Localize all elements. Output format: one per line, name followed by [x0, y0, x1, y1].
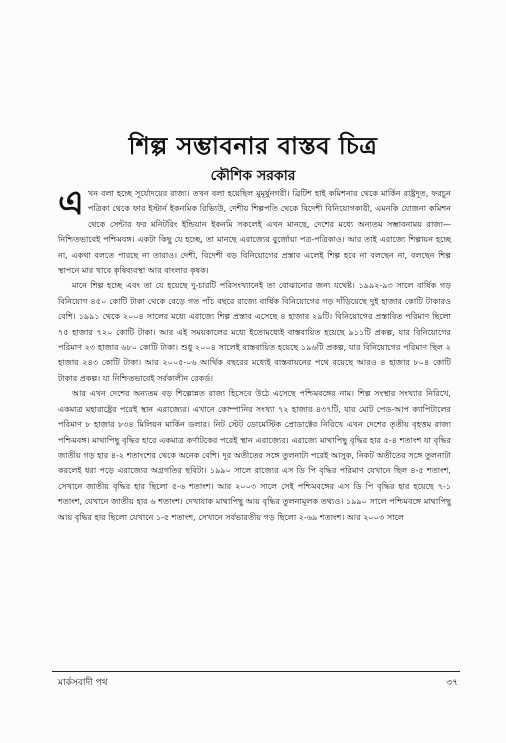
article-paragraph — [58, 183, 451, 278]
page-number: ৩৭ — [446, 678, 458, 688]
journal-name: মার্কসবাদী পথ — [58, 678, 108, 688]
paragraph-text: খন বলা হচ্ছে সূর্যোদয়ের রাজ্য। তখন বলা হয়েছিল মুমূর্ষুনগরী। ব্রিটিশ হাই কমিশনার থেকে মার্কিন রাষ্ট্রদূত, ফরচুন পত্রিকা থেকে ফার ইস্টার্ন ইকনমিক রিভ্যিউ, দেশীয় শিল্পপতি থেকে বিদেশী বিনিয়োগকারী, এমনকি যোজনা কমিশন থেকে সেন্টার ফর মনিটরিং ইন্ডিয়ান ইকনমি সকলেই এখন মানছে, দেশের মধ্যে অন্যতম সম্ভাবনাময় রাজ্য—নিশ্চিতভাবেই পশ্চিমবঙ্গ। একটা কিছু যে হচ্ছে, তা মানছে এরাজ্যের বুর্জোয়া পত্র-পত্রিকাও। আর তাই এরাজ্যে শিল্পায়ন হচ্ছে না, একথা বলতে পারছে না তারাও। দেশী, বিদেশী বড় বিনিয়োগের প্রস্তাব এলেই শিল্প হবে না বলছেন না, বলছেন শিল্প স্থাপনে মার খাবে কৃষিব্যবস্থা আর বাংলার কৃষক। — [58, 188, 451, 276]
article-paragraph: মানে শিল্প হচ্ছে এবং তা যে হয়েছে দু-চারটি পরিসংখ্যানেই তা বোঝানোর জন্য যথেষ্ট। ১৯৯২-৯৩ সালে বার্ষিক গড় বিনিয়োগ ৪৫০ কোটি টাকা থেকে বেড়ে গত পাঁচ বছরে রাজ্যে বার্ষিক বিনিয়োগের গড় দাঁড়িয়েছে দুই হাজার কোটি টাকারও বেশি। ১৯৯১ থেকে ২০০৪ সালের মধ্যে এরাজ্যে শিল্প প্রস্তাব এসেছে ৪ হাজার ২৯টি। বিনিয়োগের প্রস্তাবিত পরিমাণ ছিলো ৭৫ হাজার ৭২০ কোটি টাকা। আর এই সময়কালের মধ্যে ইতোমধ্যেই বাস্তবায়িত হয়েছে ৯১১টি প্রকল্প, যার বিনিয়োগের পরিমাণ ২৩ হাজার ৬৮০ কোটি টাকা। শুধু ২০০৪ সালেই বাস্তবায়িত হয়েছে ১৯৬টি প্রকল্প, যার বিনিয়োগের পরিমাণ ছিল ২ হাজার ২৪৩ কোটি টাকা। আর ২০০৫-০৬ আর্থিক বছরের মধ্যেই বাস্তবায়নের পথে রয়েছে আরও ৪ হাজার ৮০৪ কোটি টাকার প্রকল্প। যা নিশ্চিতভাবেই সর্বকালীন রেকর্ড। — [58, 280, 451, 383]
article-body — [58, 183, 451, 525]
article-paragraph: আর এখন দেশের অন্যতম বড় শিল্পোন্নত রাজ্য হিসেবে উঠে এসেছে পশ্চিমবঙ্গের নাম। শিল্প সংস্থার সংখ্যার নিরিখে, একমাত্র মহারাষ্ট্রের পরেই স্থান এরাজ্যের। এখানে কোম্পানির সংখ্যা ৭২ হাজার ৪৩৭টি, যার মোট পেড-আপ ক্যাপিটালের পরিমাণ ৮ হাজার ৮৩৪ মিলিয়ন মার্কিন ডলার। নিট স্টেট ডোমেস্টিক প্রোডাক্টের নিরিখে এখন দেশের তৃতীয় বৃহত্তম রাজ্য পশ্চিমবঙ্গ। মাথাপিছু বৃদ্ধির হারে একমাত্র কর্ণাটকের পরেই স্থান এরাজ্যের। এরাজ্যে মাথাপিছু বৃদ্ধির হার ৫-৪ শতাংশ যা বৃদ্ধির জাতীয় গড় হার ৪-২ শতাংশের থেকে অনেক বেশি। দূর অতীতের সঙ্গে তুলনাটা পরেই আসুক, নিকট অতীতের সঙ্গে তুলনাটা করলেই ধরা পড়ে এরাজ্যের অগ্রগতির ছবিটা। ১৯৯০ সালে রাজ্যের এস ডি পি বৃদ্ধির পরিমাণ যেখানে ছিল ৪-৫ শতাংশ, সেখানে জাতীয় বৃদ্ধির হার ছিলো ৫-৬ শতাংশ। আর ২০০৩ সালে সেই পশ্চিমবঙ্গের এস ডি পি বৃদ্ধির হার হয়েছে ৭-১ শতাংশ, যেখানে জাতীয় হার ৬ শতাংশ। দেখাযাক মাথাপিছু আয় বৃদ্ধির তুলনামূলক তথ্যও। ১৯৯০ সালে পশ্চিমবঙ্গে মাথাপিছু আয় বৃদ্ধির হার ছিলো যেখানে ১-৫ শতাংশ, সেখানে সর্বভারতীয় গড় ছিলো ২-৬৯ শতাংশ। আর ২০০৩ সালে — [58, 388, 451, 522]
article-title: শিল্প সম্ভাবনার বাস্তব চিত্র — [128, 131, 378, 160]
footer-rule — [52, 671, 460, 672]
article-author: কৌশিক সরকার — [210, 168, 296, 184]
dropcap: এ — [58, 183, 84, 223]
